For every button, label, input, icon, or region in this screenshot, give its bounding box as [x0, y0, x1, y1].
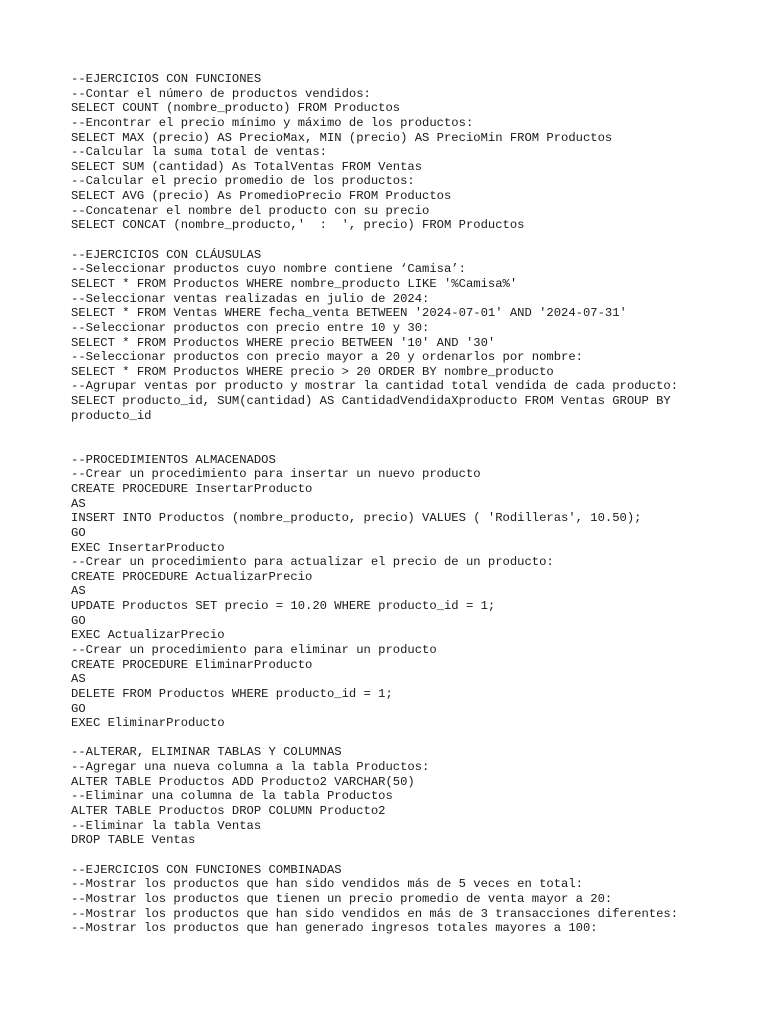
text-line: SELECT COUNT (nombre_producto) FROM Productos	[71, 101, 401, 116]
text-line: GO	[71, 613, 86, 628]
text-line: CREATE PROCEDURE InsertarProducto	[71, 481, 313, 496]
text-line: INSERT INTO Productos (nombre_producto, precio) VALUES ( 'Rodilleras', 10.50);	[71, 511, 642, 526]
text-line: DELETE FROM Productos WHERE producto_id = 1;	[71, 686, 393, 701]
text-line: --EJERCICIOS CON CLÁUSULAS	[71, 247, 262, 262]
blank-line	[71, 423, 751, 438]
text-line: AS	[71, 584, 86, 599]
text-line: CREATE PROCEDURE ActualizarPrecio	[71, 569, 313, 584]
text-line: SELECT CONCAT (nombre_producto,' : ', precio) FROM Productos	[71, 218, 525, 233]
text-line: SELECT * FROM Productos WHERE precio > 20 ORDER BY nombre_producto	[71, 364, 554, 379]
text-line: --Agrupar ventas por producto y mostrar la cantidad total vendida de cada producto:	[71, 379, 679, 394]
text-line: SELECT * FROM Productos WHERE nombre_producto LIKE '%Camisa%'	[71, 276, 518, 291]
text-line: --Eliminar la tabla Ventas	[71, 818, 262, 833]
text-line: --Agregar una nueva columna a la tabla Productos:	[71, 760, 430, 775]
text-line: EXEC EliminarProducto	[71, 716, 225, 731]
text-line: --Mostrar los productos que tienen un precio promedio de venta mayor a 20:	[71, 891, 613, 906]
text-line: UPDATE Productos SET precio = 10.20 WHERE producto_id = 1;	[71, 599, 496, 614]
text-line: SELECT AVG (precio) As PromedioPrecio FROM Productos	[71, 189, 452, 204]
text-line: --Seleccionar productos con precio entre 10 y 30:	[71, 320, 430, 335]
text-line: --Mostrar los productos que han sido vendidos más de 5 veces en total:	[71, 877, 583, 892]
text-line: DROP TABLE Ventas	[71, 833, 196, 848]
text-line: --Seleccionar productos cuyo nombre contiene ‘Camisa’:	[71, 262, 466, 277]
text-line: ALTER TABLE Productos DROP COLUMN Producto2	[71, 804, 386, 819]
text-line: SELECT * FROM Productos WHERE precio BETWEEN '10' AND '30'	[71, 335, 496, 350]
text-line: ALTER TABLE Productos ADD Producto2 VARCHAR(50)	[71, 774, 415, 789]
blank-line	[71, 438, 751, 453]
text-line: CREATE PROCEDURE EliminarProducto	[71, 657, 313, 672]
text-line: AS	[71, 672, 86, 687]
text-line: --Calcular el precio promedio de los productos:	[71, 174, 415, 189]
text-line: --Seleccionar ventas realizadas en julio de 2024:	[71, 291, 430, 306]
text-line: --EJERCICIOS CON FUNCIONES	[71, 72, 262, 86]
text-line: SELECT MAX (precio) AS PrecioMax, MIN (precio) AS PrecioMin FROM Productos	[71, 130, 613, 145]
text-line: GO	[71, 701, 86, 716]
blank-line	[71, 848, 751, 863]
text-line: AS	[71, 496, 86, 511]
blank-line	[71, 233, 751, 248]
text-line: EXEC ActualizarPrecio	[71, 628, 225, 643]
text-line: --Mostrar los productos que han sido vendidos en más de 3 transacciones diferentes:	[71, 906, 679, 921]
text-line: --ALTERAR, ELIMINAR TABLAS Y COLUMNAS	[71, 745, 342, 760]
text-line: --PROCEDIMIENTOS ALMACENADOS	[71, 452, 276, 467]
text-line: --Crear un procedimiento para insertar un nuevo producto	[71, 467, 481, 482]
text-line: producto_id	[71, 408, 152, 423]
sql-document-text	[71, 72, 751, 936]
text-line: --Crear un procedimiento para eliminar un producto	[71, 642, 437, 657]
text-line: --Seleccionar productos con precio mayor a 20 y ordenarlos por nombre:	[71, 350, 583, 365]
text-line: --Eliminar una columna de la tabla Productos	[71, 789, 393, 804]
text-line: SELECT producto_id, SUM(cantidad) AS CantidadVendidaXproducto FROM Ventas GROUP BY	[71, 394, 671, 409]
text-line: --EJERCICIOS CON FUNCIONES COMBINADAS	[71, 862, 342, 877]
text-line: --Concatenar el nombre del producto con su precio	[71, 203, 430, 218]
text-line: EXEC InsertarProducto	[71, 540, 225, 555]
text-line: --Crear un procedimiento para actualizar el precio de un producto:	[71, 555, 554, 570]
text-line: --Contar el número de productos vendidos:	[71, 86, 371, 101]
text-line: --Mostrar los productos que han generado ingresos totales mayores a 100:	[71, 921, 598, 936]
blank-line	[71, 731, 751, 746]
text-line: SELECT * FROM Ventas WHERE fecha_venta BETWEEN '2024-07-01' AND '2024-07-31'	[71, 306, 627, 321]
text-line: --Encontrar el precio mínimo y máximo de los productos:	[71, 115, 474, 130]
text-line: SELECT SUM (cantidad) As TotalVentas FROM Ventas	[71, 159, 423, 174]
text-line: --Calcular la suma total de ventas:	[71, 145, 327, 160]
text-line: GO	[71, 525, 86, 540]
